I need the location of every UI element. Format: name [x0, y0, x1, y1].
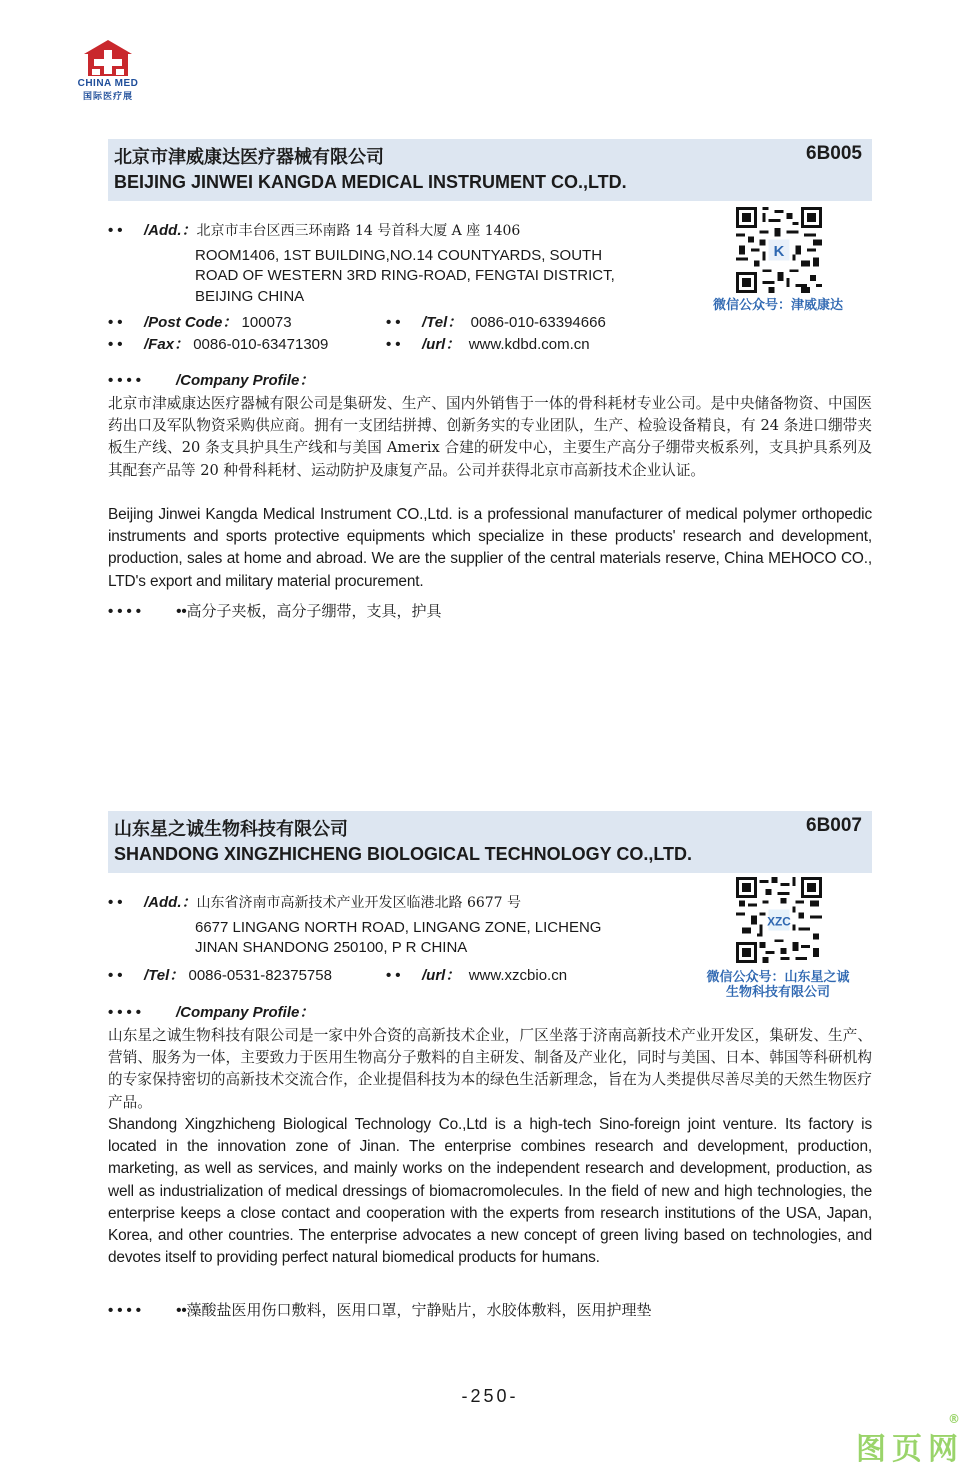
tel-value: 0086-0531-82375758: [188, 967, 332, 984]
postcode-label: Post Code: [148, 314, 223, 331]
qr-caption-line-1: 微信公众号：山东星之诚: [706, 970, 850, 985]
profile-label: Company Profile: [180, 1004, 300, 1021]
profile-cn: 北京市津威康达医疗器械有限公司是集研发、生产、国内外销售于一体的骨科耗材专业公司。是中央储备物资、中国医药出口及军队物资采购供应商。拥有一支团结拼搏、创新务实的专业团队，生产、检验设备精良，有 24 条进口绷带夹板生产线、20 条支具护具生产线和与美国 Amerix 合建的研发中心，主要生产高分子绷带夹板系列，支具护具系列及其配套产品等 20 种骨科耗材、运动防护及康复产品。公司并获得北京市高新技术企业认证。: [108, 395, 872, 479]
house-cross-icon: [66, 38, 150, 78]
tel-label: Tel: [426, 314, 448, 331]
watermark: [856, 1412, 966, 1468]
url-row: •• /url： www.xzcbio.cn: [386, 967, 568, 984]
tel-label: Tel: [148, 967, 170, 984]
postcode-value: 100073: [241, 314, 292, 331]
products-row: •••• ••藻酸盐医用伤口敷料，医用口罩，宁静贴片，水胶体敷料，医用护理垫: [108, 1301, 652, 1319]
profile-label-row: •••• /Company Profile：: [108, 372, 315, 389]
company-header-2: [108, 811, 872, 873]
url-value[interactable]: www.kdbd.com.cn: [468, 336, 590, 353]
address-cn: 山东省济南市高新技术产业开发区临港北路 6677 号: [196, 895, 522, 911]
fax-label: Fax: [148, 336, 175, 353]
svg-text:XZC: XZC: [767, 914, 791, 929]
address-label: Add.: [148, 894, 182, 911]
fax-value: 0086-010-63471309: [193, 336, 329, 353]
qr-code-1: [736, 207, 822, 293]
profile-en: Beijing Jinwei Kangda Medical Instrument CO.,Ltd. is a professional manufacturer of medical polymer orthopedic instruments and sports protective equipments which specialize in these products' research and development, production, sales at home and abroad. We are the supplier of the central materials reserve, China MEHOCO CO., LTD's export and military material procurement.: [108, 506, 872, 590]
postcode-row: •• /Post Code： 100073: [108, 314, 292, 331]
address-label: Add.: [148, 222, 182, 239]
logo-text-cn: 国际医疗展: [82, 92, 133, 102]
tel-row: •• /Tel： 0086-0531-82375758: [108, 967, 332, 984]
qr-caption-line-2: 生物科技有限公司: [725, 985, 830, 1000]
company-header-1: [108, 139, 872, 201]
address-cn: 北京市丰台区西三环南路 14 号首科大厦 A 座 1406: [196, 223, 521, 239]
company-name-cn: 山东星之诚生物科技有限公司: [114, 819, 348, 840]
page-number: -250-: [461, 1386, 519, 1406]
tel-value: 0086-010-63394666: [470, 314, 606, 331]
china-med-logo: [66, 38, 150, 102]
registered-mark: ®: [948, 1412, 966, 1426]
tel-row: •• /Tel： 0086-010-63394666: [386, 314, 606, 331]
address-en-line-2: JINAN SHANDONG 250100, P R CHINA: [195, 939, 468, 956]
url-label: url: [426, 336, 446, 353]
profile-cn: 山东星之诚生物科技有限公司是一家中外合资的高新技术企业，厂区坐落于济南高新技术产业开发区，集研发、生产、营销、服务为一体，主要致力于医用生物高分子敷料的自主研发、制备及产业化，同时与美国、日本、韩国等科研机构的专家保持密切的高新技术交流合作，企业提倡科技为本的绿色生活新理念，旨在为人类提供尽善尽美的天然生物医疗产品。: [108, 1027, 872, 1111]
address-en-line-1: 6677 LINGANG NORTH ROAD, LINGANG ZONE, LICHENG: [195, 919, 602, 936]
address-en-line-3: BEIJING CHINA: [195, 288, 305, 305]
company-name-cn: 北京市津威康达医疗器械有限公司: [114, 147, 384, 168]
qr-code-2: [736, 877, 822, 963]
url-value[interactable]: www.xzcbio.cn: [468, 967, 568, 984]
company-name-en: SHANDONG XINGZHICHENG BIOLOGICAL TECHNOLOGY CO.,LTD.: [114, 844, 693, 864]
products-row: •••• ••高分子夹板，高分子绷带，支具，护具: [108, 602, 442, 620]
address-en-line-2: ROAD OF WESTERN 3RD RING-ROAD, FENGTAI DISTRICT,: [195, 267, 615, 284]
profile-label: Company Profile: [180, 372, 300, 389]
logo-text-en: CHINA MED: [77, 78, 139, 89]
profile-en: Shandong Xingzhicheng Biological Technology Co.,Ltd is a high-tech Sino-foreign joint venture. Its factory is located in the innovation zone of Jinan. The enterprise combines research and development, production, marketing, as well as services, and mainly works on the independent research and development, production, as well as industrialization of medical dressings of biomacromolecules. In the field of new and high technologies, the enterprise keeps a close contact and cooperation with the experts from research institutions of the USA, Japan, Korea, and other countries. The enterprise advocates a new concept of green living based on technologies, and devotes itself to providing perfect natural biomedical products for humans.: [108, 1116, 872, 1267]
booth-number: 6B007: [806, 815, 862, 836]
address-en-line-1: ROOM1406, 1ST BUILDING,NO.14 COUNTYARDS, SOUTH: [195, 247, 603, 264]
company-name-en: BEIJING JINWEI KANGDA MEDICAL INSTRUMENT CO.,LTD.: [114, 172, 627, 192]
profile-label-row: •••• /Company Profile：: [108, 1004, 315, 1021]
svg-text:K: K: [773, 244, 785, 261]
url-label: url: [426, 967, 446, 984]
booth-number: 6B005: [806, 143, 862, 164]
qr-caption: [690, 970, 866, 1000]
products: 高分子夹板，高分子绷带，支具，护具: [186, 602, 442, 620]
fax-row: •• /Fax： 0086-010-63471309: [108, 336, 329, 353]
products: 藻酸盐医用伤口敷料，医用口罩，宁静贴片，水胶体敷料，医用护理垫: [186, 1301, 652, 1319]
address-row: •• /Add.：北京市丰台区西三环南路 14 号首科大厦 A 座 1406: [108, 222, 521, 239]
qr-caption: 微信公众号：津威康达: [712, 298, 843, 313]
address-row: •• /Add.：山东省济南市高新技术产业开发区临港北路 6677 号: [108, 894, 522, 911]
watermark-text: 图页网: [856, 1432, 964, 1467]
url-row: •• /url： www.kdbd.com.cn: [386, 336, 590, 353]
